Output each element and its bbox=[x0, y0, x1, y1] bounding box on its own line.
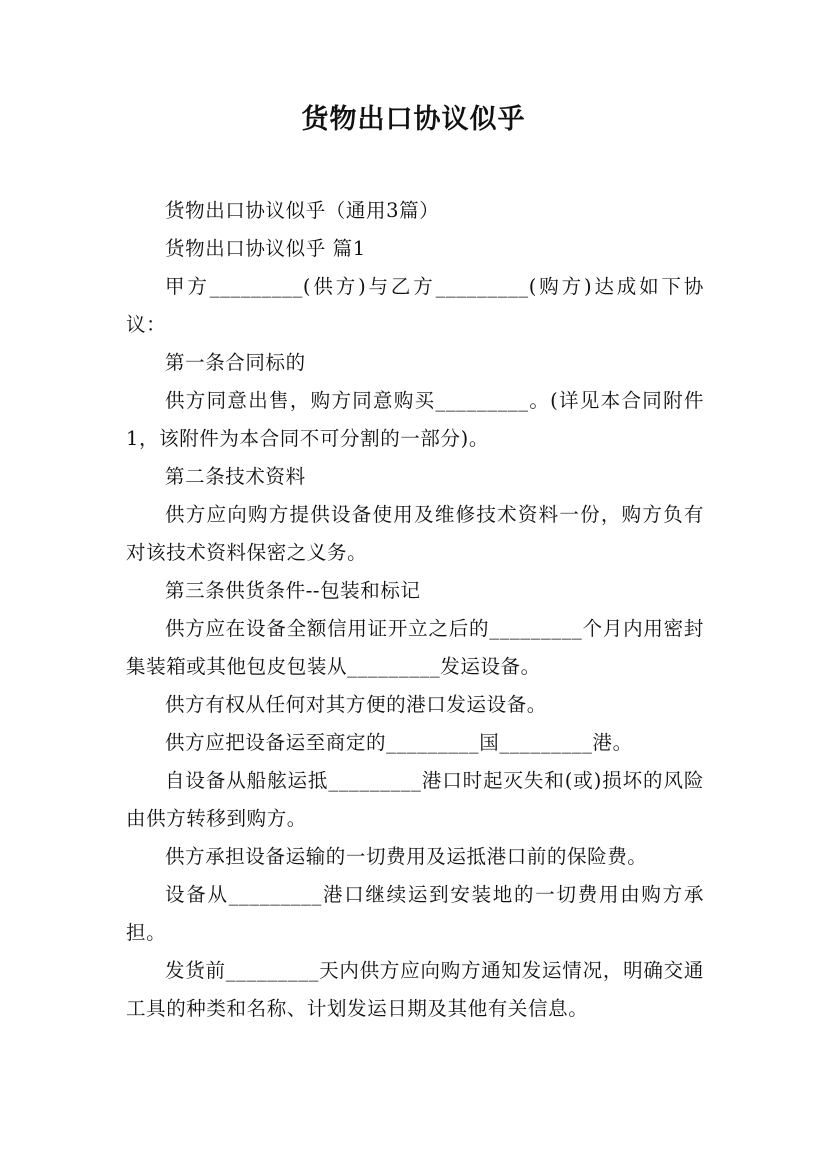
article-3-heading: 第三条供货条件--包装和标记 bbox=[165, 579, 421, 602]
article-2-text: 供方应向购方提供设备使用及维修技术资料一份，购方负有对该技术资料保密之义务。 bbox=[126, 503, 704, 564]
paragraph-subtitle: 货物出口协议似乎（通用3篇） bbox=[165, 199, 440, 222]
article-3-text-5: 供方承担设备运输的一切费用及运抵港口前的保险费。 bbox=[165, 845, 648, 868]
article-3-text-6: 设备从_________港口继续运到安装地的一切费用由购方承担。 bbox=[126, 883, 704, 944]
paragraph-parties: 甲方_________(供方)与乙方_________(购方)达成如下协议： bbox=[126, 275, 704, 336]
article-3-text-7: 发货前_________天内供方应向购方通知发运情况，明确交通工具的种类和名称、计划发运日期及其他有关信息。 bbox=[126, 959, 704, 1020]
article-3-text-4: 自设备从船舷运抵_________港口时起灭失和(或)损坏的风险由供方转移到购方。 bbox=[126, 769, 704, 830]
article-3-text-3: 供方应把设备运至商定的_________国_________港。 bbox=[165, 731, 633, 754]
article-1-text: 供方同意出售，购方同意购买_________。(详见本合同附件1，该附件为本合同不可分割的一部分)。 bbox=[126, 389, 704, 450]
article-1-heading: 第一条合同标的 bbox=[165, 351, 306, 374]
article-3-text-2: 供方有权从任何对其方便的港口发运设备。 bbox=[165, 693, 547, 716]
document-title: 货物出口协议似乎 bbox=[301, 104, 526, 135]
paragraph-section-heading: 货物出口协议似乎 篇1 bbox=[165, 237, 366, 260]
document-body bbox=[126, 192, 704, 1028]
article-2-heading: 第二条技术资料 bbox=[165, 465, 306, 488]
article-3-text-1: 供方应在设备全额信用证开立之后的_________个月内用密封集装箱或其他包皮包装从_________发运设备。 bbox=[126, 617, 704, 678]
